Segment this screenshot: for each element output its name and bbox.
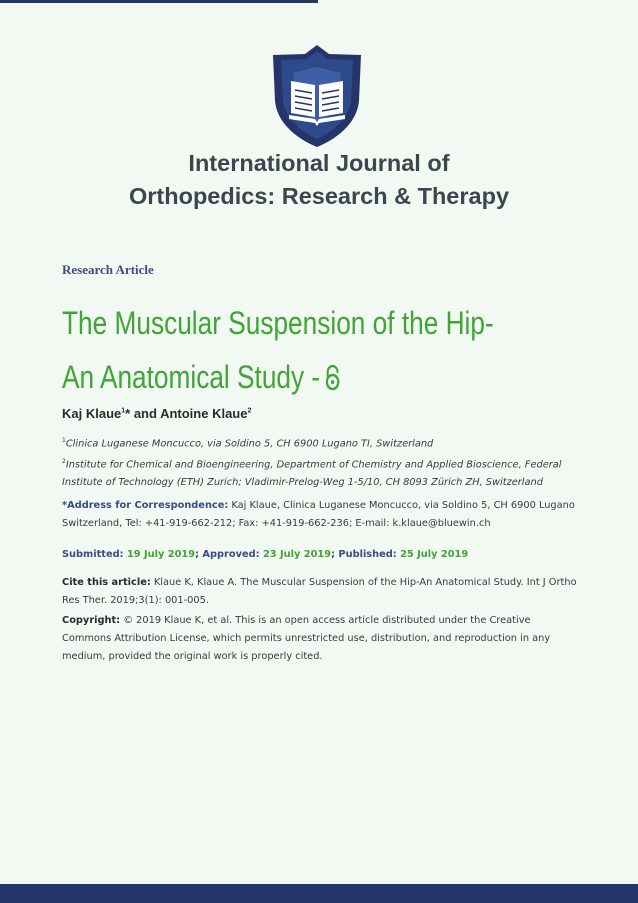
affiliation-1-text: Clinica Luganese Moncucco, via Soldino 5, CH 6900 Lugano TI, Switzerland	[65, 438, 434, 450]
correspondence-text: Kaj Klaue, Clinica Luganese Moncucco, via Soldino 5, CH 6900 Lugano Switzerland, Tel: +41-919-662-212; Fax: +41-919-662-236; E-mail: k.klaue@bluewin.ch	[62, 500, 575, 529]
citation-label: Cite this article:	[62, 577, 151, 588]
affiliation-2-text: Institute for Chemical and Bioengineering, Department of Chemistry and Applied Bioscience, Federal Institute of Technology (ETH) Zurich; Vladimir-Prelog-Weg 1-5/10, CH 8093 Zürich ZH, Switzerland	[62, 459, 562, 488]
approved-label: Approved:	[202, 549, 260, 560]
author1-affil-sup: 1	[121, 407, 126, 415]
copyright-label: Copyright:	[62, 615, 121, 626]
affiliation-2	[62, 453, 582, 491]
approved-date: 23 July 2019	[262, 549, 332, 560]
open-access-icon	[323, 365, 341, 391]
citation-text: Klaue K, Klaue A. The Muscular Suspension of the Hip-An Anatomical Study. Int J Ortho Res Ther. 2019;3(1): 001-005.	[62, 577, 577, 606]
published-date: 25 July 2019	[400, 549, 469, 560]
citation	[62, 574, 582, 610]
submitted-date: 19 July 2019	[126, 549, 196, 560]
correspondence-label: *Address for Correspondence:	[62, 500, 229, 511]
journal-title	[0, 147, 638, 213]
article-title-line2-wrap	[62, 350, 488, 404]
affiliation-2-sup: 2	[62, 457, 66, 465]
article-title-line1: The Muscular Suspension of the Hip-	[62, 305, 494, 341]
published-label: Published:	[338, 549, 397, 560]
author2-name: Antoine Klaue	[160, 406, 248, 421]
journal-title-line2: Orthopedics: Research & Therapy	[128, 183, 510, 209]
submitted-label: Submitted:	[62, 549, 124, 560]
author1-name: Kaj Klaue	[62, 406, 122, 421]
copyright	[62, 612, 582, 666]
affiliation-1	[62, 432, 582, 453]
article-title	[62, 296, 494, 404]
author1-corr-mark: *	[125, 406, 131, 421]
authors	[62, 406, 251, 421]
copyright-text: © 2019 Klaue K, et al. This is an open access article distributed under the Creative Commons Attribution License, which permits unrestricted use, distribution, and reproduction in any medium, provided the original work is properly cited.	[62, 615, 551, 662]
affiliations	[62, 432, 582, 491]
authors-connector: and	[130, 406, 161, 421]
publication-dates: Submitted: 19 July 2019; Approved: 23 July 2019; Published: 25 July 2019	[62, 549, 469, 560]
journal-title-line1: International Journal of	[188, 150, 450, 176]
journal-logo-icon	[271, 43, 363, 149]
affiliation-1-sup: 1	[62, 437, 66, 444]
author2-affil-sup: 2	[247, 407, 252, 415]
article-type: Research Article	[62, 262, 154, 277]
article-title-line2: An Anatomical Study -	[62, 359, 321, 395]
correspondence	[62, 497, 582, 533]
bottom-accent-bar	[0, 884, 638, 903]
top-accent-bar	[0, 0, 318, 3]
